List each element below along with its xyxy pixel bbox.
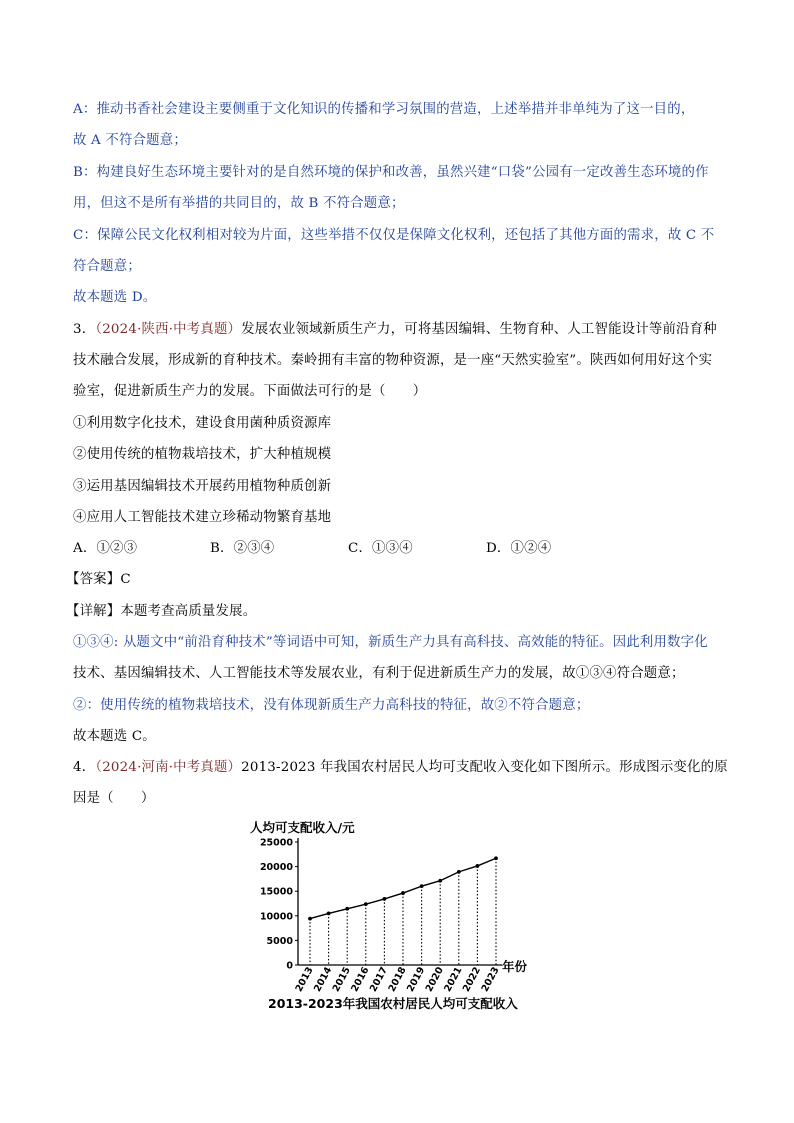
- data-point: [308, 917, 312, 921]
- question-4-stem-line2: 因是（ ）: [73, 791, 155, 806]
- x-tick-label: 2019: [405, 965, 428, 994]
- x-tick-label: 2020: [423, 965, 446, 994]
- income-chart: [230, 812, 570, 1022]
- question-3-statement-3: ③运用基因编辑技术开展药用植物种质创新: [73, 479, 332, 494]
- y-tick-label: 10000: [259, 911, 293, 923]
- question-3-source: （2024·陕西·中考真题）: [95, 322, 242, 337]
- detail-text: 本题考查高质量发展。: [120, 604, 257, 619]
- income-series-line: [310, 858, 496, 918]
- option-c-explanation-line2: 符合题意；: [73, 259, 141, 274]
- y-tick-label: 15000: [259, 886, 293, 898]
- previous-answer-conclusion: 故本题选 D。: [73, 290, 157, 305]
- x-tick-label: 2016: [349, 965, 372, 994]
- data-point: [401, 891, 405, 895]
- choice-a[interactable]: A．①②③: [73, 541, 138, 556]
- option-b-explanation-line2: 用，但这不是所有举措的共同目的，故 B 不符合题意；: [73, 196, 405, 211]
- question-3-statement-4: ④应用人工智能技术建立珍稀动物繁育基地: [73, 510, 332, 525]
- question-4-number: 4．: [73, 760, 96, 775]
- data-point: [494, 856, 498, 860]
- detail-tag: 【详解】: [66, 604, 121, 619]
- y-tick-label: 20000: [259, 862, 293, 874]
- choice-d[interactable]: D．①②④: [486, 541, 552, 556]
- y-tick-label: 0: [286, 960, 293, 972]
- y-tick-label: 5000: [266, 935, 293, 947]
- data-point: [345, 907, 349, 911]
- explanation-line1: ①③④: 从题文中“前沿育种技术”等词语中可知，新质生产力具有高科技、高效能的特征。因此利用数字化: [73, 635, 708, 650]
- question-3-stem-line2: 技术融合发展，形成新的育种技术。秦岭拥有丰富的物种资源，是一座“天然实验室”。陕西如何用好这个实: [73, 353, 713, 368]
- question-3-statement-2: ②使用传统的植物栽培技术，扩大种植规模: [73, 447, 332, 462]
- data-point: [457, 870, 461, 874]
- chart-y-axis-label: 人均可支配收入/元: [250, 820, 355, 835]
- choice-b[interactable]: B．②③④: [210, 541, 275, 556]
- explanation-line2: 技术、基因编辑技术、人工智能技术等发展农业，有利于促进新质生产力的发展，故①③④符合题意；: [73, 666, 685, 681]
- detail-line: [66, 602, 256, 622]
- x-tick-label: 2023: [479, 965, 502, 994]
- question-3-stem-line1: [73, 320, 717, 340]
- question-4-source: （2024·河南·中考真题）: [95, 760, 242, 775]
- question-3-stem-line3: 验室，促进新质生产力的发展。下面做法可行的是（ ）: [73, 384, 427, 399]
- x-tick-label: 2013: [293, 965, 316, 994]
- x-tick-label: 2017: [367, 965, 391, 994]
- question-4-stem-text: 2013-2023 年我国农村居民人均可支配收入变化如下图所示。形成图示变化的原: [241, 760, 728, 775]
- question-3-stem-text: 发展农业领域新质生产力，可将基因编辑、生物育种、人工智能设计等前沿育种: [241, 322, 717, 337]
- answer-line: [66, 570, 131, 590]
- x-tick-label: 2015: [330, 965, 353, 994]
- option-c-explanation-line1: C：保障公民文化权利相对较为片面，这些举措不仅仅是保障文化权利，还包括了其他方面的需求，故 C 不: [73, 228, 715, 243]
- x-tick-label: 2014: [312, 965, 335, 994]
- y-tick-label: 25000: [259, 837, 293, 849]
- answer-tag: 【答案】: [66, 572, 121, 587]
- answer-value: C: [120, 572, 131, 587]
- option-a-explanation-line2: 故 A 不符合题意；: [73, 133, 187, 148]
- x-tick-label: 2022: [460, 965, 484, 994]
- choice-c[interactable]: C．①③④: [348, 541, 413, 556]
- option-b-explanation-line1: B：构建良好生态环境主要针对的是自然环境的保护和改善，虽然兴建“口袋”公园有一定改善生态环境的作: [73, 165, 709, 180]
- question-3-statement-1: ①利用数字化技术，建设食用菌种质资源库: [73, 416, 332, 431]
- data-point: [420, 884, 424, 888]
- data-point: [438, 879, 442, 883]
- option-a-explanation-line1: A：推动书香社会建设主要侧重于文化知识的传播和学习氛围的营造，上述举措并非单纯为了这一目的，: [73, 102, 695, 117]
- x-tick-label: 2018: [386, 965, 409, 994]
- question-4-stem-line1: [73, 758, 728, 778]
- chart-caption: 2013-2023年我国农村居民人均可支配收入: [268, 996, 518, 1011]
- x-tick-label: 2021: [442, 965, 465, 994]
- data-point: [327, 911, 331, 915]
- data-point: [383, 897, 387, 901]
- question-3-number: 3．: [73, 322, 96, 337]
- explanation-line3: ②：使用传统的植物栽培技术，没有体现新质生产力高科技的特征，故②不符合题意；: [73, 698, 590, 713]
- data-point: [364, 902, 368, 906]
- question-3-conclusion: 故本题选 C。: [73, 729, 156, 744]
- chart-x-axis-label: 年份: [502, 959, 528, 974]
- data-point: [476, 864, 480, 868]
